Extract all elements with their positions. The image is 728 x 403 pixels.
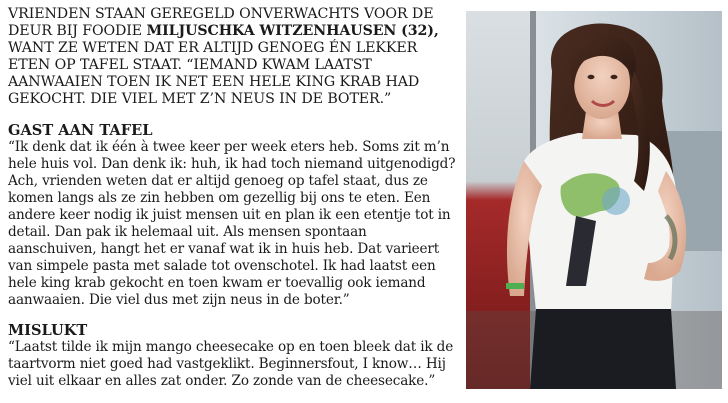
portrait-illustration: [466, 11, 722, 389]
left-eye: [588, 75, 595, 79]
intro-text-start: VRIENDEN STAAN GEREGELD ONVERWACHTS VOOR DE DEUR BIJ FOODIE: [8, 6, 434, 39]
section-body-mislukt: “Laatst tilde ik mijn mango cheesecake op en toen bleek dat ik de taartvorm niet goed had vastgeklikt. Beginnersfout, I know… Hij viel uit elkaar en alles zat onder. Zo zonde van de cheesecake.”: [8, 339, 454, 389]
intro-person-name: MILJUSCHKA WITZENHAUSEN (32),: [146, 23, 439, 39]
tshirt-print-splash: [602, 187, 630, 215]
right-eye: [611, 75, 618, 79]
article-text-column: [8, 6, 458, 390]
intro-text-end: WANT ZE WETEN DAT ER ALTIJD GENOEG ÉN LEKKER ETEN OP TAFEL STAAT. “IEMAND KWAM LAATST AANWAAIEN TOEN IK NET EEN HELE KING KRAB HAD GEKOCHT. DIE VIEL MET Z’N NEUS IN DE BOTER.”: [8, 40, 420, 107]
tshirt: [524, 133, 676, 311]
section-body-gast-aan-tafel: “Ik denk dat ik één à twee keer per week eters heb. Soms zit m’n hele huis vol. Dan denk ik: huh, ik had toch niemand uitgenodigd? Ach, vrienden weten dat er altijd genoeg op tafel staat, dus ze komen langs als ze zin hebben om gezellig bij ons te eten. Een andere keer nodig ik juist mensen uit en plan ik een etentje tot in detail. Dan pak ik helemaal uit. Als mensen spontaan aanschuiven, hangt het er vanaf wat ik in huis heb. Dat varieert van simpele pasta met salade tot ovenschotel. Ik had laatst een hele king krab gekocht en toen kwam er toevallig ook iemand aanwaaien. Die viel dus met zijn neus in de boter.”: [8, 139, 456, 308]
jeans: [530, 309, 676, 389]
section-heading-gast-aan-tafel: GAST AAN TAFEL: [8, 122, 153, 139]
section-heading-mislukt: MISLUKT: [8, 322, 88, 339]
portrait-photo: [466, 11, 722, 389]
article-intro: [8, 6, 458, 108]
wristband: [506, 283, 524, 289]
